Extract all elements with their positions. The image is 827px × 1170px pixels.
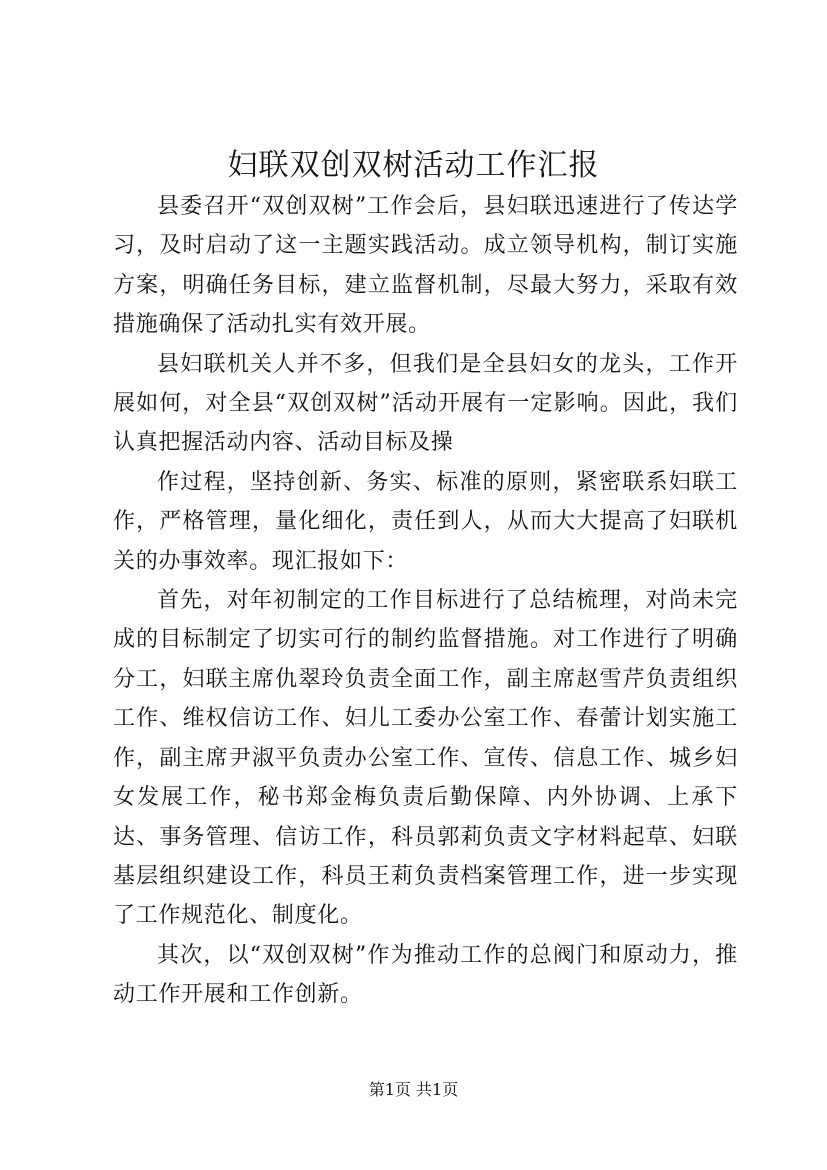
page-footer: 第1页 共1页 xyxy=(368,1080,459,1099)
paragraph-1: 县委召开“双创双树”工作会后，县妇联迅速进行了传达学习，及时启动了这一主题实践活动。成立领导机构，制订实施方案，明确任务目标，建立监督机制，尽最大努力，采取有效措施确保了活动扎实有效开展。 xyxy=(113,194,738,338)
paragraph-5: 其次，以“双创双树”作为推动工作的总阀门和原动力，推动工作开展和工作创新。 xyxy=(113,942,738,1008)
paragraph-3: 作过程，坚持创新、务实、标准的原则，紧密联系妇联工作，严格管理，量化细化，责任到人，从而大大提高了妇联机关的办事效率。现汇报如下： xyxy=(113,469,738,574)
document-title: 妇联双创双树活动工作汇报 xyxy=(227,148,600,183)
paragraph-2: 县妇联机关人并不多，但我们是全县妇女的龙头，工作开展如何，对全县“双创双树”活动开展有一定影响。因此，我们认真把握活动内容、活动目标及操 xyxy=(113,351,738,456)
document-body xyxy=(113,187,738,1015)
paragraph-4: 首先，对年初制定的工作目标进行了总结梳理，对尚未完成的目标制定了切实可行的制约监督措施。对工作进行了明确分工，妇联主席仇翠玲负责全面工作，副主席赵雪芹负责组织工作、维权信访工作、妇儿工委办公室工作、春蕾计划实施工作，副主席尹淑平负责办公室工作、宣传、信息工作、城乡妇女发展工作，秘书郑金梅负责后勤保障、内外协调、上承下达、事务管理、信访工作，科员郭莉负责文字材料起草、妇联基层组织建设工作，科员王莉负责档案管理工作，进一步实现了工作规范化、制度化。 xyxy=(113,588,738,929)
